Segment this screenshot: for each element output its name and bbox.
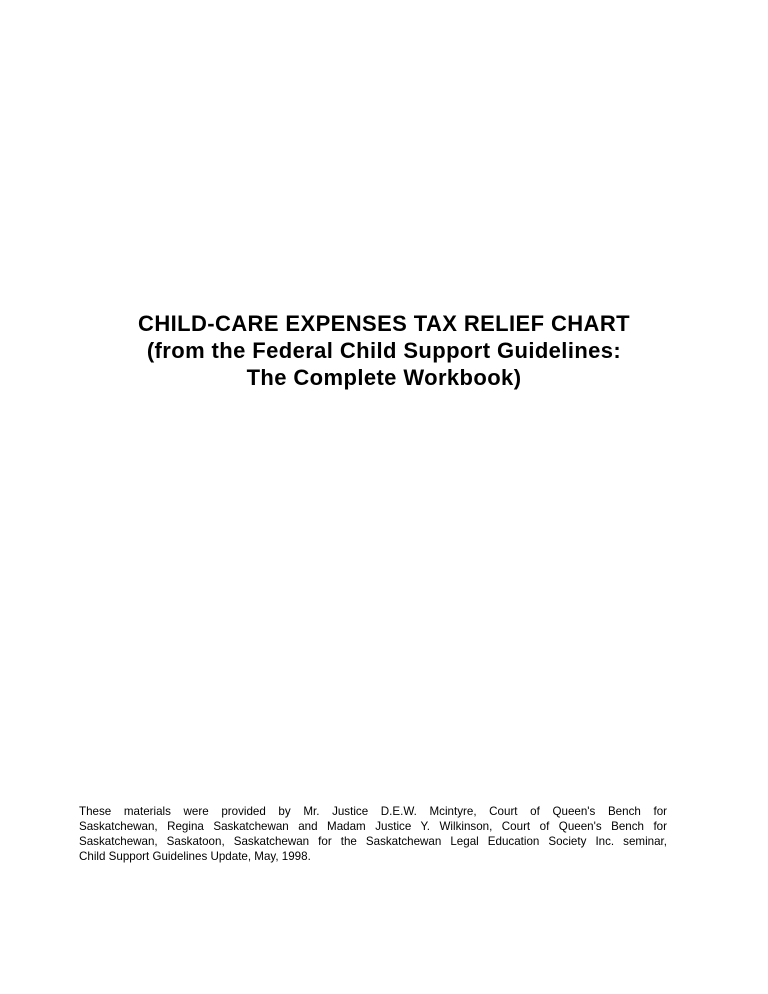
source-footnote xyxy=(79,804,667,864)
footnote-line-1: These materials were provided by Mr. Justice D.E.W. Mcintyre, Court of Queen's Bench for xyxy=(79,805,667,818)
title-line-1: CHILD-CARE EXPENSES TAX RELIEF CHART xyxy=(138,311,630,336)
document-title xyxy=(60,310,708,391)
title-line-2: (from the Federal Child Support Guidelines: xyxy=(146,338,622,363)
footnote-line-3: Saskatchewan, Saskatoon, Saskatchewan for the Saskatchewan Legal Education Society Inc. seminar, xyxy=(79,835,667,848)
title-line-3: The Complete Workbook) xyxy=(246,365,522,390)
footnote-line-4: Child Support Guidelines Update, May, 1998. xyxy=(79,850,311,863)
footnote-line-2: Saskatchewan, Regina Saskatchewan and Madam Justice Y. Wilkinson, Court of Queen's Bench for xyxy=(79,820,667,833)
